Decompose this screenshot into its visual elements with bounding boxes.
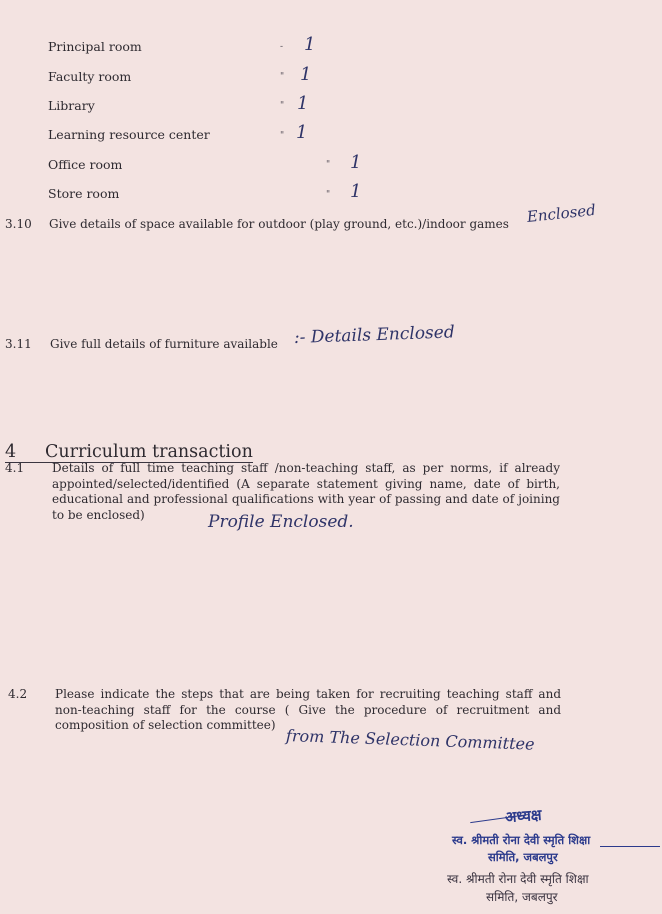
question-number-3-10: 3.10 [5, 217, 32, 231]
room-separator: " [280, 131, 285, 141]
stamp-rule [600, 846, 660, 847]
room-value-library: 1 [297, 93, 309, 114]
room-value-office: 1 [350, 152, 362, 173]
room-value-faculty: 1 [300, 64, 312, 85]
room-separator: " [280, 101, 285, 111]
section-heading [5, 442, 253, 462]
room-label-faculty: Faculty room [48, 69, 132, 84]
stamp-line-2: समिति, जबलपुर [488, 850, 558, 864]
question-text-4-2: Please indicate the steps that are being taken for recruiting teaching staff and non-teaching staff for the course ( Give the procedure of recruitment and composition of selection committee) [55, 687, 561, 732]
question-text-3-10: Give details of space available for outdoor (play ground, etc.)/indoor games [49, 217, 509, 231]
room-value-principal: 1 [304, 34, 316, 55]
room-label-learning-resource-center: Learning resource center [48, 127, 210, 142]
handwritten-answer-4-2: from The Selection Committee [285, 726, 535, 754]
room-label-store: Store room [48, 186, 120, 201]
room-label-library: Library [48, 98, 95, 113]
room-separator: - [280, 42, 284, 52]
room-separator: " [326, 160, 331, 170]
section-title: Curriculum transaction [45, 442, 253, 462]
handwritten-answer-3-10: Enclosed [526, 200, 597, 226]
signature-mark: अध्यक्ष [504, 805, 543, 827]
room-value-learning-resource-center: 1 [296, 122, 308, 143]
question-text-4-1: Details of full time teaching staff /non-teaching staff, as per norms, if already appointed/selected/identified (A separate statement giving name, date of birth, educational and professional qualifications with year of passing and date of joining to be enclosed) [52, 461, 560, 522]
handwritten-answer-3-11: :- Details Enclosed [293, 322, 456, 348]
room-separator: " [326, 190, 331, 200]
question-text-3-11: Give full details of furniture available [50, 337, 278, 351]
stamp-line-4: समिति, जबलपुर [486, 890, 558, 904]
room-value-store: 1 [350, 181, 362, 202]
stamp-line-1: स्व. श्रीमती रोना देवी स्मृति शिक्षा [452, 833, 591, 847]
question-number-3-11: 3.11 [5, 337, 32, 351]
room-label-principal: Principal room [48, 39, 142, 54]
handwritten-answer-4-1: Profile Enclosed. [208, 512, 354, 532]
question-number-4-1: 4.1 [5, 461, 25, 475]
room-separator: " [280, 72, 285, 82]
stamp-line-3: स्व. श्रीमती रोना देवी स्मृति शिक्षा [447, 872, 589, 886]
question-number-4-2: 4.2 [8, 687, 28, 701]
room-label-office: Office room [48, 157, 123, 172]
section-number: 4 [5, 442, 17, 462]
